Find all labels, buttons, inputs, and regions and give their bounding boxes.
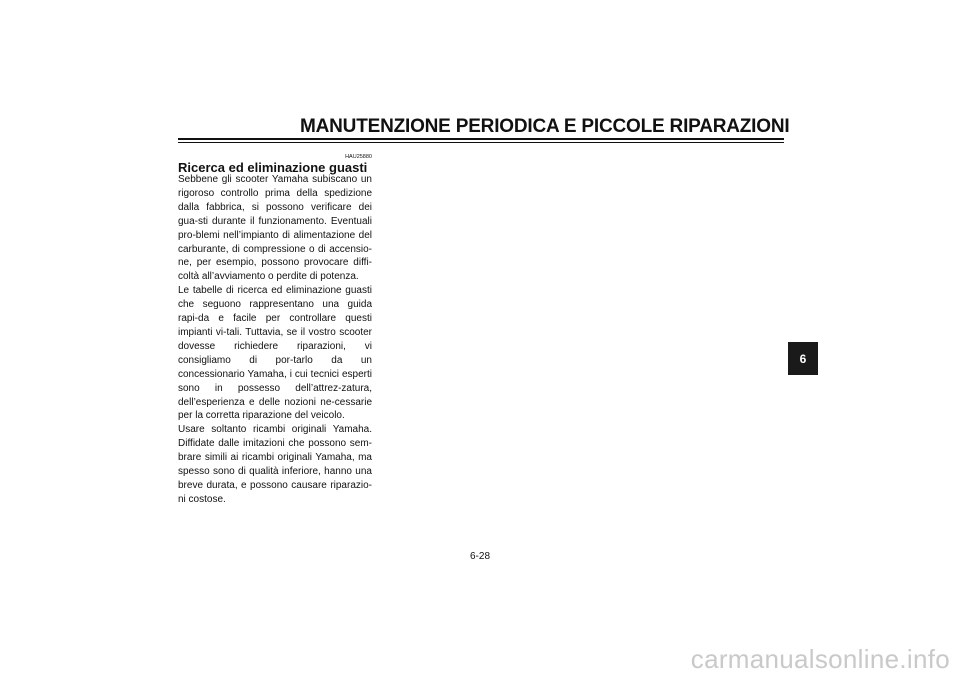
header-rule-thin xyxy=(178,142,784,143)
paragraph-2: Le tabelle di ricerca ed eliminazione guasti che seguono rappresentano una guida rapi-da e facile per controllare questi impianti vi-tali. Tuttavia, se il vostro scooter dovesse richiedere riparazioni, vi consigliamo di por-tarlo da un concessionario Yamaha, i cui tecnici esperti sono in possesso dell’attrez-zatura, dell’esperienza e delle nozioni ne-cessarie per la corretta riparazione del veicolo. xyxy=(178,285,372,422)
chapter-title: MANUTENZIONE PERIODICA E PICCOLE RIPARAZIONI xyxy=(300,116,790,137)
section-code: HAU25880 xyxy=(345,154,372,160)
paragraph-3: Usare soltanto ricambi originali Yamaha. Diffidate dalle imitazioni che possono sem-brare simili ai ricambi originali Yamaha, ma spesso sono di qualità inferiore, hanno una breve durata, e possono causare riparazio-ni costose. xyxy=(178,424,372,505)
page-number: 6-28 xyxy=(469,551,490,562)
body-text xyxy=(178,173,372,507)
watermark: carmanualsonline.info xyxy=(690,644,950,674)
chapter-tab: 6 xyxy=(788,342,818,375)
paragraph-1: Sebbene gli scooter Yamaha subiscano un rigoroso controllo prima della spedizione dalla fabbrica, si possono verificare dei gua-sti durante il funzionamento. Eventuali pro-blemi nell’impianto di alimentazione del carburante, di compressione o di accensio-ne, per esempio, possono provocare diffi-coltà all’avviamento o perdite di potenza. xyxy=(178,174,372,283)
header-rule-thick xyxy=(178,138,784,140)
section-heading: Ricerca ed eliminazione guasti xyxy=(178,160,368,175)
